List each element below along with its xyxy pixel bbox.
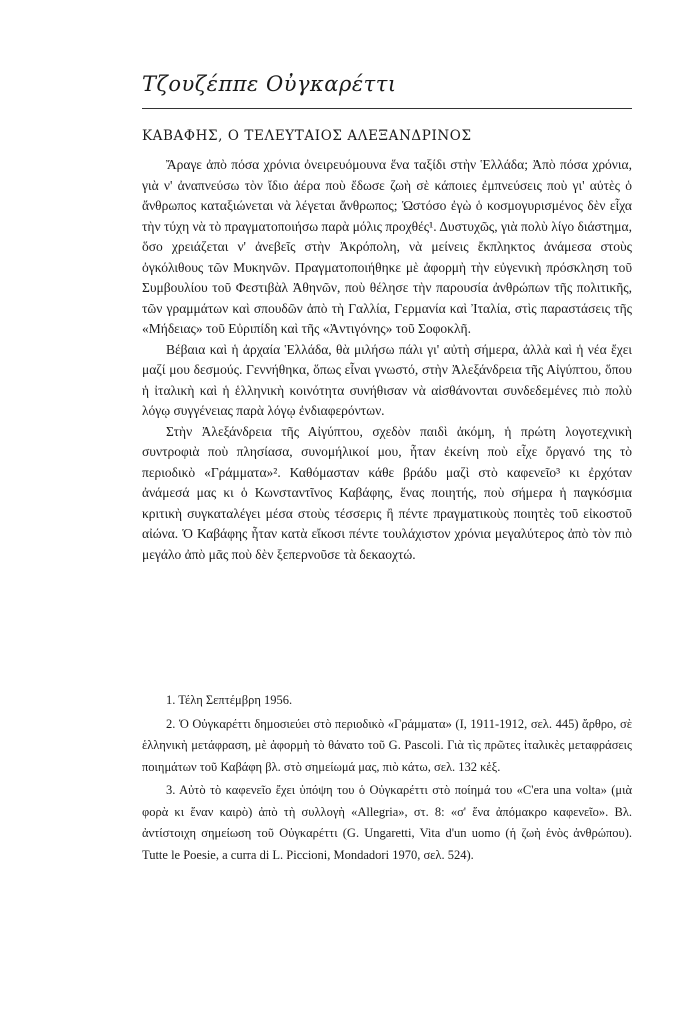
footnote: 1. Τέλη Σεπτέμβρη 1956. bbox=[166, 693, 293, 707]
footnote: 3. Αὐτὸ τὸ καφενεῖο ἔχει ὑπόψη του ὁ Οὐγκαρέττι στὸ ποίημά του «C'era una volta» (μιὰ φορὰ κι ἕναν καιρὸ) ἀπὸ τὴ συλλογὴ «Allegria», στ. 8: «σ' ἕνα ἀπόμακρο καφενεῖο». Βλ. ἀντίστοιχη σημείωση τοῦ Οὐγκαρέττι (G. Ungaretti, Vita d'un uomo (ἡ ζωὴ ἑνὸς ἀνθρώπου). Tutte le Poesie, a curra di L. Piccioni, Mondadori 1970, σελ. 524). bbox=[142, 783, 632, 862]
body-paragraph: Στὴν Ἀλεξάνδρεια τῆς Αἰγύπτου, σχεδὸν παιδὶ ἀκόμη, ἡ πρώτη λογοτεχνικὴ συντροφιὰ ποὺ πλησίασα, συνομήλικοί μου, ἦταν ἐκείνη ποὺ εἶχε ὄργανό της τὸ περιοδικὸ «Γράμματα»². Καθόμασταν κάθε βράδυ μαζὶ στὸ καφενεῖο³ κι ἐρχόταν ἀνάμεσά μας κι ὁ Κωνσταντῖνος Καβάφης, ἕνας ποιητής, ποὺ σήμερα ἡ παγκόσμια κριτικὴ συγκαταλέγει μέσα στοὺς τέσσερις ἢ πέντε πραγματικοὺς ποιητὲς τοῦ εἰκοστοῦ αἰώνα. Ὁ Καβάφης ἦταν κατὰ εἴκοσι πέντε τουλάχιστον χρόνια μεγαλύτερος ἀπὸ τὸν πιὸ μεγάλο ἀπὸ μᾶς ποὺ δὲν ξεπερνοῦσε τὰ δεκαοχτώ. bbox=[142, 423, 632, 562]
body-paragraph: Ἄραγε ἀπὸ πόσα χρόνια ὀνειρευόμουνα ἕνα ταξίδι στὴν Ἑλλάδα; Ἀπὸ πόσα χρόνια, γιὰ ν' ἀναπνεύσω τὸν ἴδιο ἀέρα ποὺ ἔδωσε ζωὴ σὲ κάποιες ἐμπνεύσεις ποὺ γι' αὐτὲς ὁ ἄνθρωπος καταξιώνεται νὰ λέγεται ἄνθρωπος; Ὡστόσο ἐγὼ ὁ κοσμογυρισμένος δὲν εἶχα τὴν τύχη νὰ τὸ πραγματοποιήσω παρὰ μόλις προχθές¹. Δυστυχῶς, γιὰ πολὺ λίγο διάστημα, ὅσο χρειάζεται ν' ἀνεβεῖς στὴν Ἀκρόπολη, νὰ μείνεις ἔκπληκτος ἀνάμεσα στοὺς ὀγκόλιθους τῶν Μυκηνῶν. Πραγματοποιήθηκε μὲ ἀφορμὴ τὴν εὐγενικὴ πρόσκληση τοῦ Συμβουλίου τοῦ Φεστιβὰλ Ἀθηνῶν, ποὺ θέλησε τὴν παρουσία ἀνθρώπων τῆς πολιτικῆς, τῶν γραμμάτων καὶ σπουδῶν ἀπὸ τὴ Γαλλία, Γερμανία καὶ Ἰταλία, στὶς παραστάσεις τῆς «Μήδειας» τοῦ Εὐριπίδη καὶ τῆς «Ἀντιγόνης» τοῦ Σοφοκλῆ. bbox=[142, 157, 632, 336]
section-title: ΚΑΒΑΦΗΣ, Ο ΤΕΛΕΥΤΑΙΟΣ ΑΛΕΞΑΝΔΡΙΝΟΣ bbox=[142, 128, 472, 144]
body-text bbox=[142, 155, 632, 565]
body-paragraph: Βέβαια καὶ ἡ ἀρχαία Ἑλλάδα, θὰ μιλήσω πάλι γι' αὐτὴ σήμερα, ἀλλὰ καὶ ἡ νέα ἔχει μαζί μου δεσμούς. Γεννήθηκα, ὅπως εἶναι γνωστό, στὴν Ἀλεξάνδρεια τῆς Αἰγύπτου, ὅπου ἡ ἰταλικὴ καὶ ἡ ἑλληνικὴ κοινότητα συνήθισαν νὰ αἰσθάνονται συνδεδεμένες πιὸ πολὺ λόγῳ συγγένειας παρὰ λόγῳ ἐνδιαφερόντων. bbox=[142, 341, 632, 418]
footnote: 2. Ὁ Οὐγκαρέττι δημοσιεύει στὸ περιοδικὸ «Γράμματα» (Ι, 1911-1912, σελ. 445) ἄρθρο, σὲ ἑλληνικὴ μετάφραση, μὲ ἀφορμὴ τὸ θάνατο τοῦ G. Pascoli. Γιὰ τὶς πρῶτες ἰταλικὲς μεταφράσεις ποιημάτων τοῦ Καβάφη βλ. στὸ σημείωμά μας, πιὸ κάτω, σελ. 132 κἑξ. bbox=[142, 716, 632, 774]
header-rule bbox=[142, 108, 632, 109]
footnotes bbox=[142, 690, 632, 866]
running-head: Τζουζέππε Οὐγκαρέττι bbox=[142, 72, 397, 96]
